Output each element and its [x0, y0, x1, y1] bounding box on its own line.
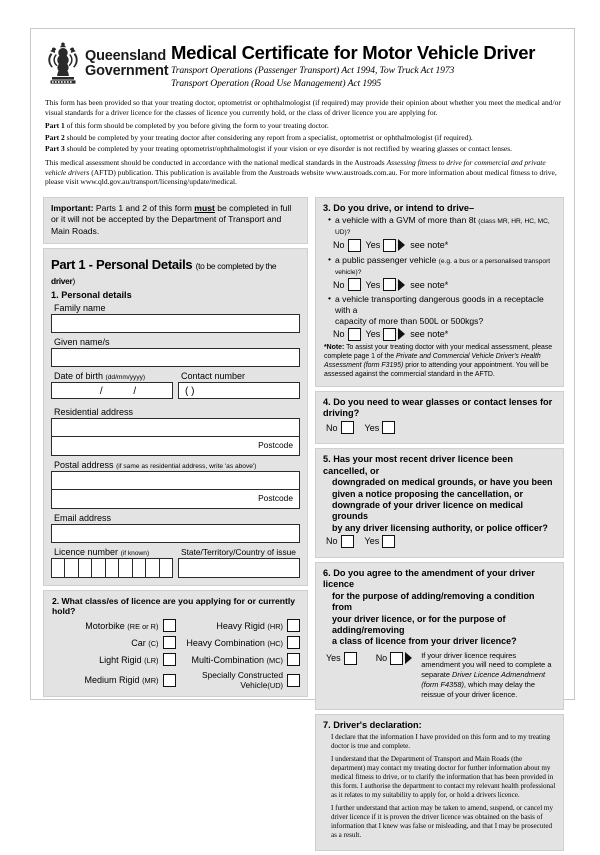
q6-no[interactable]: No — [376, 651, 413, 665]
form-header — [31, 29, 574, 93]
contact-number-label: Contact number — [181, 371, 246, 382]
question-6-line-4: a class of licence from your driver licence? — [332, 636, 517, 647]
residential-address-input[interactable] — [51, 418, 300, 456]
dob-contact-row — [51, 371, 300, 403]
part1-panel — [43, 248, 308, 587]
class-option-heavy-rigid[interactable]: Heavy Rigid (HR) — [176, 619, 301, 632]
q3-dangerous-no[interactable]: No — [333, 328, 361, 341]
q3-dangerous-see-note: see note* — [410, 329, 449, 340]
q3-gvm-no[interactable]: No — [333, 239, 361, 252]
part3-label: Part 3 — [45, 143, 65, 153]
licence-number-label: Licence number (if known) — [54, 547, 150, 558]
q4-no[interactable]: No — [326, 421, 354, 434]
checkbox-light-rigid[interactable] — [163, 653, 176, 666]
q5-no[interactable]: No — [326, 535, 354, 548]
declaration-paragraph-1: I declare that the information I have provided on this form and to my treating doctor is true and complete. — [331, 733, 551, 751]
q6-amendment-note: If your driver licence requires amendment you will need to complete a separate Driver Licence Admendment (form F4358), which may delay the reissue of your driver licence. — [421, 650, 552, 699]
family-name-label: Family name — [54, 303, 106, 314]
question-3-bullets-3 — [323, 294, 556, 327]
part2-instruction: Part 2 should be completed by your treating doctor after considering any report from a specialist, optometrist or ophthalmologist (if required). — [45, 132, 473, 142]
right-column — [315, 197, 564, 854]
state-of-issue-label: State/Territory/Country of issue — [181, 547, 296, 558]
checkbox-q3-dangerous-no[interactable] — [348, 328, 361, 341]
question-2-panel — [43, 590, 308, 697]
question-6-title: 6. Do you agree to the amendment of your driver licence — [323, 567, 535, 590]
checkbox-q3-passenger-no[interactable] — [348, 278, 361, 291]
part1-label: Part 1 — [45, 121, 65, 131]
email-address-input[interactable] — [51, 524, 300, 543]
q5-yes[interactable]: Yes — [365, 535, 396, 548]
checkbox-q5-yes[interactable] — [382, 535, 395, 548]
checkbox-q4-yes[interactable] — [382, 421, 395, 434]
question-5-line-2: downgraded on medical grounds, or have you been — [332, 477, 553, 488]
question-3-title: 3. Do you drive, or intend to drive– — [323, 203, 475, 214]
question-6-line-2: for the purpose of adding/removing a condition from — [332, 591, 535, 613]
licence-class-row — [51, 619, 300, 632]
dob-label: Date of birth (dd/mm/yyyy) — [54, 371, 146, 382]
queensland-coat-of-arms-icon — [45, 41, 81, 87]
question-4-panel — [315, 391, 564, 444]
postal-postcode-label: Postcode — [258, 493, 293, 504]
checkbox-specially-constructed[interactable] — [287, 674, 300, 687]
checkbox-q5-no[interactable] — [341, 535, 354, 548]
class-option-light-rigid[interactable]: Light Rigid (LR) — [51, 653, 176, 666]
checkbox-medium-rigid[interactable] — [163, 674, 176, 687]
question-5-line-5: by any driver licensing authority, or police officer? — [332, 522, 548, 533]
question-6-panel — [315, 562, 564, 710]
part2-label: Part 2 — [45, 132, 65, 142]
q4-yes[interactable]: Yes — [365, 421, 396, 434]
q3-bullet-gvm: • a vehicle with a GVM of more than 8t (class MR, HR, HC, MC, UD)? — [328, 215, 556, 238]
class-option-specially-constructed[interactable]: Specially Constructed Vehicle(UD) — [176, 670, 301, 690]
question-5-title: 5. Has your most recent driver licence been cancelled, or — [323, 454, 513, 476]
part3-instruction: Part 3 should be completed by your treating optometrist/ophthalmologist if your vision or eye disorder is not rectified by wearing glasses or contact lenses. — [45, 143, 512, 153]
question-5-line-4: downgrade of your driver licence on medical grounds — [332, 499, 524, 522]
q3-gvm-answer — [333, 239, 556, 252]
question-7-title: 7. Driver's declaration: — [323, 719, 422, 730]
checkbox-q3-gvm-no[interactable] — [348, 239, 361, 252]
intro-paragraph: This form has been provided so that your treating doctor, optometrist or ophthalmologist (if required) may provide their opinion about whether you meet the medical and/or visual standards for a driver licence for the classes of licence you currently hold, or the class of driver licence you are applying for. — [45, 97, 561, 117]
licence-class-rows — [51, 619, 300, 690]
postal-address-input[interactable] — [51, 471, 300, 509]
checkbox-multi-combination[interactable] — [287, 653, 300, 666]
residential-postcode-label: Postcode — [258, 440, 293, 451]
checkbox-q4-no[interactable] — [341, 421, 354, 434]
licence-class-row — [51, 670, 300, 690]
question-3-note: *Note: To assist your treating doctor with your medical assessment, please complete page 1 of the Private and Commercial Vehicle Driver's Health Assessment (form F3195) prior to attending your appointment. You will be assessed against the commercial standard in the AFTD. — [324, 343, 553, 378]
checkbox-heavy-rigid[interactable] — [287, 619, 300, 632]
q3-gvm-yes[interactable]: Yes — [366, 239, 406, 252]
checkbox-motorbike[interactable] — [163, 619, 176, 632]
question-7-panel — [315, 714, 564, 851]
arrow-right-icon — [398, 328, 405, 340]
class-option-medium-rigid[interactable]: Medium Rigid (MR) — [51, 674, 176, 687]
q3-passenger-see-note: see note* — [410, 279, 449, 290]
family-name-input[interactable] — [51, 314, 300, 333]
note-label: *Note: — [324, 343, 345, 351]
checkbox-q3-dangerous-yes[interactable] — [383, 328, 396, 341]
residential-address-label: Residential address — [54, 407, 134, 418]
q3-bullet-passenger: • a public passenger vehicle (e.g. a bus or a personalised transport vehicle)? — [328, 255, 556, 278]
part1-instruction: Part 1 of this form should be completed by you before giving the form to your treating doctor. — [45, 121, 329, 131]
q3-dangerous-answer — [333, 328, 556, 341]
class-option-motorbike[interactable]: Motorbike (RE or R) — [51, 619, 176, 632]
question-2-title: 2. What class/es of licence are you applying for or currently hold? — [52, 596, 296, 617]
logo-line-2: Government — [85, 63, 169, 79]
intro-section — [31, 93, 574, 195]
checkbox-q6-yes[interactable] — [344, 652, 357, 665]
licence-state-row — [51, 547, 300, 578]
declaration-paragraph-2: I understand that the Department of Transport and Main Roads (the department) may contact my treating doctor for further information about my medical fitness to drive, or to clarify the information that has been provided in this form. I authorise the department to contact my relevant health professional as it relates to my suitability to apply for, or hold a drivers licence. — [331, 754, 556, 800]
checkbox-q3-passenger-yes[interactable] — [383, 278, 396, 291]
question-3-panel — [315, 197, 564, 387]
important-notice: Important: Parts 1 and 2 of this form must be completed in full or it will not be accepted by the Department of Transport and Main Roads. — [43, 197, 308, 244]
checkbox-q3-gvm-yes[interactable] — [383, 239, 396, 252]
declaration-text — [331, 733, 556, 840]
important-label: Important: — [51, 203, 94, 214]
arrow-right-icon — [405, 652, 412, 664]
dob-input[interactable] — [51, 382, 173, 399]
class-option-car[interactable]: Car (C) — [51, 636, 176, 649]
licence-class-row — [51, 653, 300, 666]
checkbox-heavy-combination[interactable] — [287, 636, 300, 649]
state-of-issue-input[interactable] — [178, 558, 300, 578]
page-title: Medical Certificate for Motor Vehicle Driver — [171, 42, 536, 63]
q4-answer — [326, 421, 556, 434]
given-name-input[interactable] — [51, 348, 300, 367]
question-1-title: 1. Personal details — [51, 289, 132, 300]
assessment-paragraph: This medical assessment should be conducted in accordance with the national medical standards in the Austroads Assessing fitness to drive for commercial and private vehicle drivers (AFTD) publication. This publication is available from the Austroads website www.austroads.com.au. For more information about medical fitness to drive, please visit www.qld.gov.au/transport/licensing/update/medical. — [45, 157, 557, 187]
q3-passenger-no[interactable]: No — [333, 278, 361, 291]
licence-number-input[interactable] — [51, 558, 173, 578]
question-6-line-3: your driver licence, or for the purpose of adding/removing — [332, 613, 506, 636]
queensland-government-logo — [45, 41, 169, 87]
q6-yes[interactable]: Yes — [326, 651, 357, 665]
declaration-paragraph-3: I further understand that action may be taken to amend, suspend, or cancel my driver licence if it is proven the driver licence was obtained on the basis of information that I knew was false or misleading, and that I may be prosecuted as a result. — [331, 803, 553, 840]
class-option-heavy-combination[interactable]: Heavy Combination (HC) — [176, 636, 301, 649]
question-3-bullets-2 — [323, 255, 556, 278]
question-5-line-3: given a notice proposing the cancellation, or — [332, 488, 524, 499]
q3-bullet-dangerous-goods: • a vehicle transporting dangerous goods in a receptacle with a capacity of more than 500L or 500kgs? — [328, 294, 556, 327]
checkbox-q6-no[interactable] — [390, 652, 403, 665]
left-column — [43, 197, 308, 854]
q3-dangerous-yes[interactable]: Yes — [366, 328, 406, 341]
email-address-label: Email address — [54, 513, 112, 524]
question-4-title: 4. Do you need to wear glasses or contact lenses for driving? — [323, 396, 553, 419]
question-5-panel — [315, 448, 564, 558]
checkbox-car[interactable] — [163, 636, 176, 649]
licence-class-row — [51, 636, 300, 649]
contact-number-brackets: ( ) — [185, 386, 195, 398]
act-reference-1: Transport Operations (Passenger Transport) Act 1994, Tow Truck Act 1973 — [171, 65, 455, 77]
arrow-right-icon — [398, 239, 405, 251]
must-emphasis: must — [194, 203, 215, 214]
q5-answer — [326, 535, 556, 548]
arrow-right-icon — [398, 279, 405, 291]
class-option-multi-combination[interactable]: Multi-Combination (MC) — [176, 653, 301, 666]
form-columns — [31, 194, 574, 854]
question-3-bullets — [323, 215, 556, 238]
postal-address-label: Postal address (if same as residential address, write 'as above') — [54, 460, 257, 471]
act-reference-2: Transport Operation (Road Use Management) Act 1995 — [171, 78, 382, 90]
form-sheet — [30, 28, 575, 840]
dob-separators: / / — [99, 386, 151, 398]
q3-gvm-see-note: see note* — [410, 240, 449, 251]
contact-number-input[interactable] — [178, 382, 300, 399]
logo-line-1: Queensland — [85, 48, 166, 65]
part1-heading: Part 1 - Personal Details (to be completed by the driver) — [51, 256, 277, 286]
q3-passenger-yes[interactable]: Yes — [366, 278, 406, 291]
q3-passenger-answer — [333, 278, 556, 291]
given-name-label: Given name/s — [54, 337, 110, 348]
q6-answer — [326, 651, 556, 700]
